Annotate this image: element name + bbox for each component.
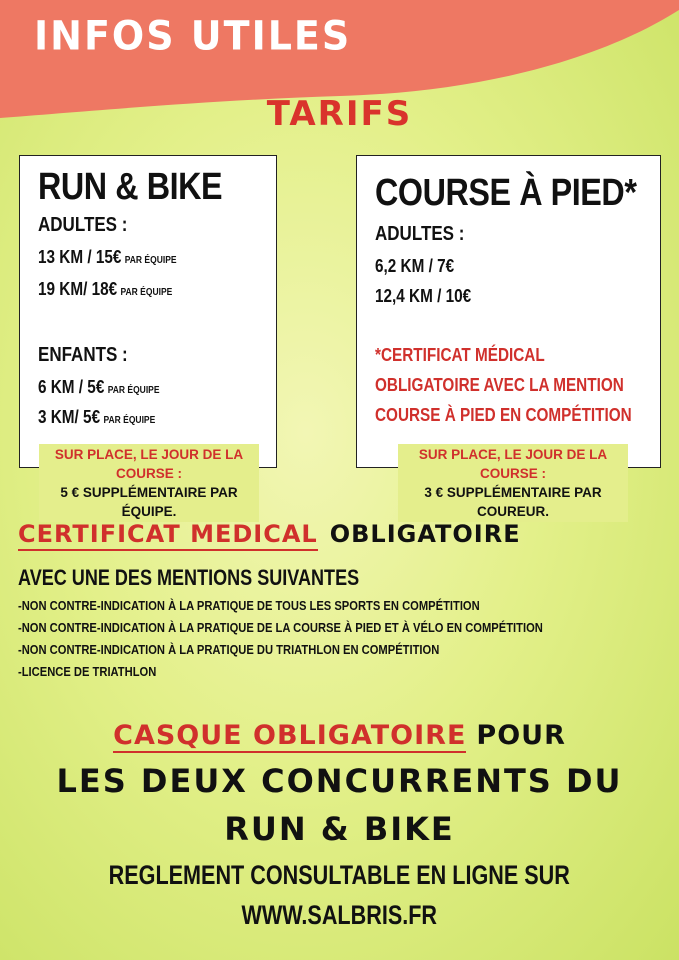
page-title: INFOS UTILES [34, 12, 352, 60]
run-bike-child-price [38, 377, 160, 398]
price-unit: PAR ÉQUIPE [124, 255, 177, 266]
casque-line2: LES DEUX CONCURRENTS DU [56, 762, 623, 800]
mention-item: -LICENCE DE TRIATHLON [18, 664, 157, 679]
reglement-text [0, 860, 679, 891]
certificat-heading-red: CERTIFICAT MEDICAL [18, 520, 318, 551]
run-bike-adult-price [38, 279, 172, 300]
certificate-note-line: OBLIGATOIRE AVEC LA MENTION [375, 375, 624, 395]
run-bike-adults-label: ADULTES : [38, 214, 128, 236]
certificat-heading-black: OBLIGATOIRE [329, 520, 521, 548]
course-a-pied-card [356, 155, 661, 468]
price-unit: PAR ÉQUIPE [103, 415, 156, 426]
price-value: 6 KM / 5€ [38, 377, 105, 397]
price-value: 3 KM/ 5€ [38, 407, 101, 427]
onsite-note-line1: SUR PLACE, LE JOUR DE LA COURSE : [418, 447, 608, 481]
mention-item: -NON CONTRE-INDICATION À LA PRATIQUE DE LA COURSE À PIED ET À VÉLO EN COMPÉTITION [18, 620, 543, 635]
certificate-note-line: COURSE À PIED EN COMPÉTITION [375, 405, 632, 425]
casque-line3: RUN & BIKE [224, 810, 455, 848]
price-value: 19 KM/ 18€ [38, 279, 118, 299]
run-bike-onsite-note [39, 444, 259, 522]
price-unit: PAR ÉQUIPE [107, 385, 160, 396]
certificate-note-line: *CERTIFICAT MÉDICAL [375, 345, 545, 365]
course-onsite-note [398, 444, 628, 522]
run-bike-children-label: ENFANTS : [38, 344, 128, 366]
onsite-note-line2: 5 € SUPPLÉMENTAIRE PAR ÉQUIPE. [60, 485, 238, 519]
price-value: 13 KM / 15€ [38, 247, 122, 267]
onsite-note-line2: 3 € SUPPLÉMENTAIRE PAR COUREUR. [424, 485, 602, 519]
course-adult-price: 6,2 KM / 7€ [375, 256, 455, 276]
mention-item: -NON CONTRE-INDICATION À LA PRATIQUE DU TRIATHLON EN COMPÉTITION [18, 642, 440, 657]
reglement-line1: REGLEMENT CONSULTABLE EN LIGNE SUR [108, 860, 571, 890]
certificat-heading [18, 520, 521, 548]
run-bike-card [19, 155, 277, 468]
run-bike-adult-price [38, 247, 177, 268]
tarifs-title: TARIFS [266, 94, 413, 134]
certificat-subtitle: AVEC UNE DES MENTIONS SUIVANTES [18, 565, 360, 590]
casque-heading-red: CASQUE OBLIGATOIRE [113, 720, 467, 751]
reglement-url [0, 900, 679, 931]
run-bike-child-price [38, 407, 155, 428]
course-adult-price: 12,4 KM / 10€ [375, 286, 472, 306]
mention-item: -NON CONTRE-INDICATION À LA PRATIQUE DE TOUS LES SPORTS EN COMPÉTITION [18, 598, 480, 613]
course-a-pied-title: COURSE À PIED* [375, 172, 637, 214]
website-link[interactable]: WWW.SALBRIS.FR [241, 900, 438, 930]
casque-heading [0, 720, 679, 751]
casque-heading-black: POUR [476, 720, 566, 751]
course-adults-label: ADULTES : [375, 223, 465, 245]
run-bike-title: RUN & BIKE [38, 166, 223, 208]
price-unit: PAR ÉQUIPE [120, 287, 173, 298]
onsite-note-line1: SUR PLACE, LE JOUR DE LA COURSE : [54, 447, 244, 481]
